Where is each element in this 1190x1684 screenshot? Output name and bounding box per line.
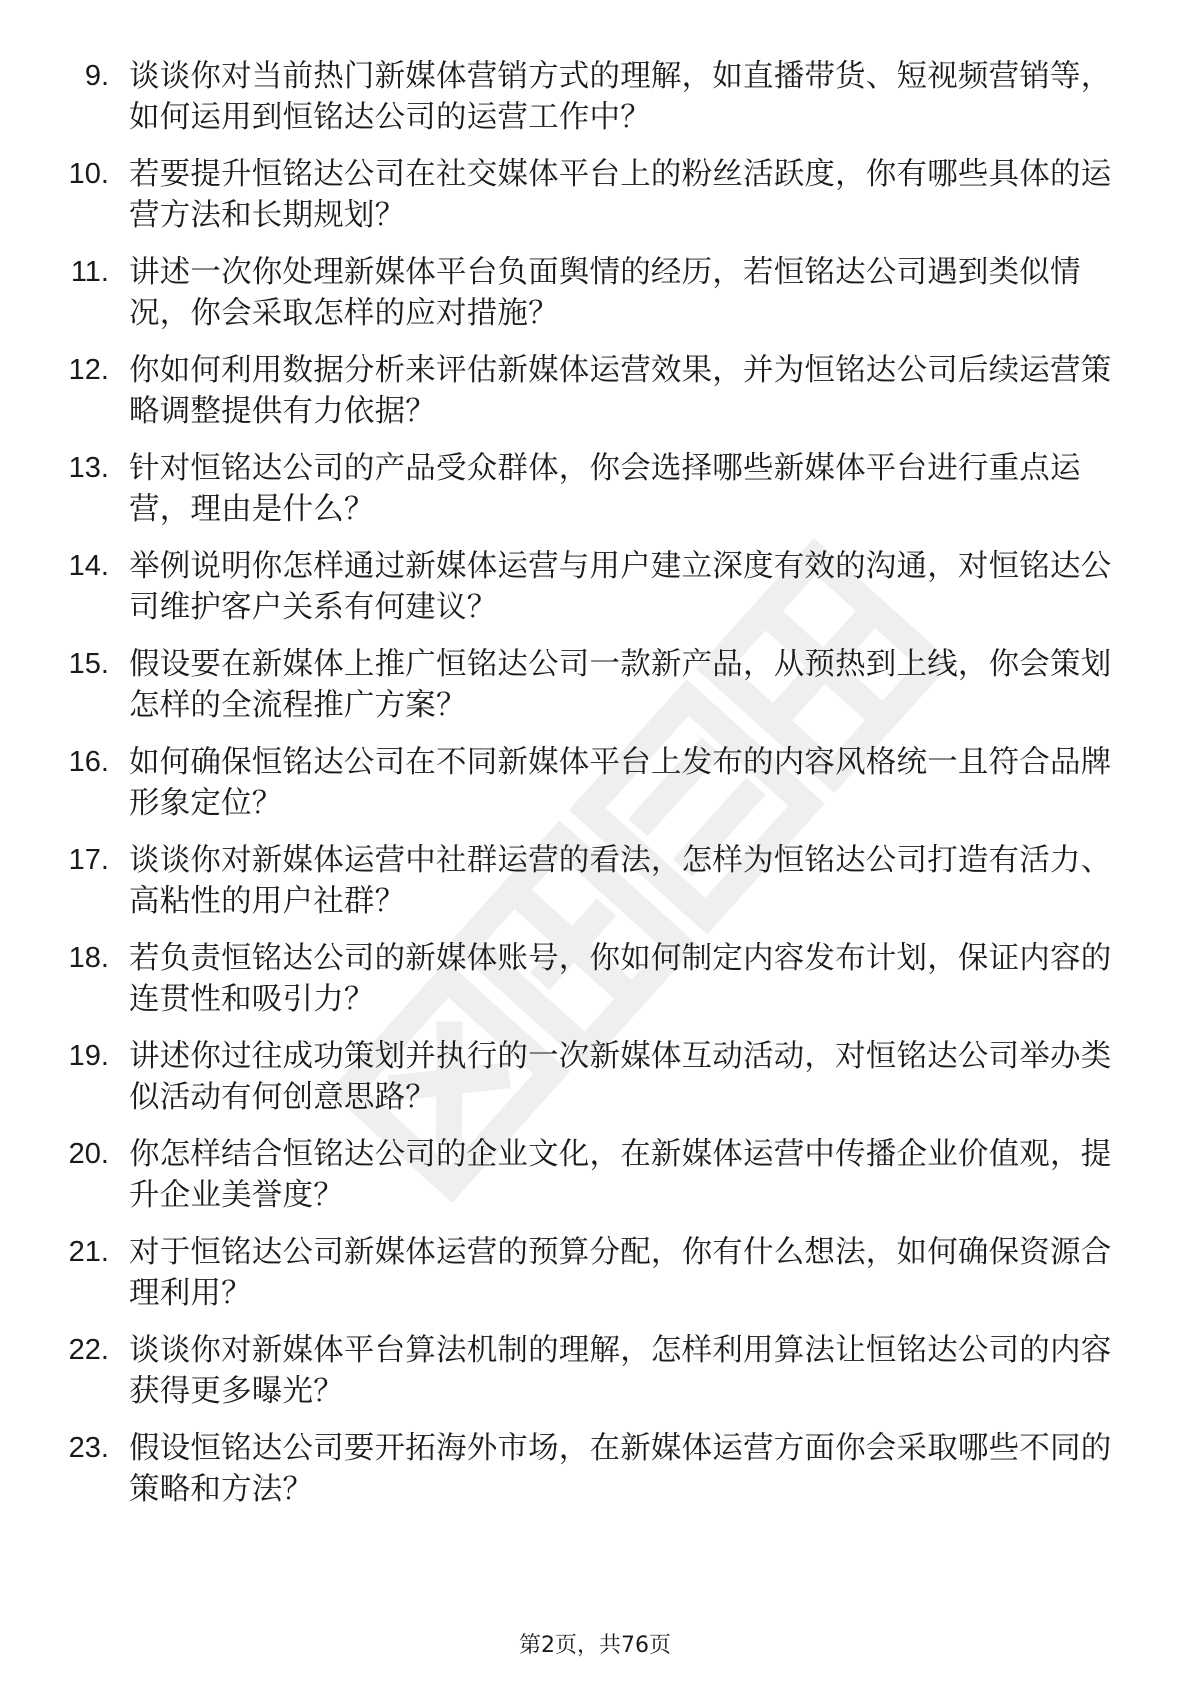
- question-text: 如何确保恒铭达公司在不同新媒体平台上发布的内容风格统一且符合品牌形象定位？: [129, 745, 1112, 821]
- list-item: [0, 1224, 1190, 1322]
- question-number: 13.: [68, 452, 109, 484]
- question-number: 15.: [68, 648, 109, 680]
- list-item: [0, 1028, 1190, 1126]
- question-number: 14.: [68, 550, 109, 582]
- question-text: 对于恒铭达公司新媒体运营的预算分配，你有什么想法，如何确保资源合理利用？: [129, 1235, 1112, 1311]
- list-item: [0, 832, 1190, 930]
- question-text: 假设恒铭达公司要开拓海外市场，在新媒体运营方面你会采取哪些不同的策略和方法？: [129, 1431, 1112, 1507]
- question-text: 谈谈你对当前热门新媒体营销方式的理解，如直播带货、短视频营销等，如何运用到恒铭达公司的运营工作中？: [129, 59, 1112, 135]
- page-footer: 第2页，共76页: [519, 1633, 671, 1658]
- question-number: 17.: [68, 844, 109, 876]
- question-text: 举例说明你怎样通过新媒体运营与用户建立深度有效的沟通，对恒铭达公司维护客户关系有何建议？: [129, 549, 1112, 625]
- question-number: 11.: [70, 256, 109, 288]
- question-number: 19.: [68, 1040, 109, 1072]
- list-item: [0, 342, 1190, 440]
- question-text: 讲述你过往成功策划并执行的一次新媒体互动活动，对恒铭达公司举办类似活动有何创意思路？: [129, 1039, 1112, 1115]
- question-number: 16.: [68, 746, 109, 778]
- list-item: [0, 538, 1190, 636]
- question-text: 讲述一次你处理新媒体平台负面舆情的经历，若恒铭达公司遇到类似情况，你会采取怎样的应对措施？: [129, 255, 1081, 331]
- list-item: [0, 440, 1190, 538]
- question-text: 若负责恒铭达公司的新媒体账号，你如何制定内容发布计划，保证内容的连贯性和吸引力？: [129, 941, 1112, 1017]
- question-text: 针对恒铭达公司的产品受众群体，你会选择哪些新媒体平台进行重点运营，理由是什么？: [129, 451, 1081, 527]
- list-item: [0, 146, 1190, 244]
- list-item: [0, 1322, 1190, 1420]
- question-number: 22.: [68, 1334, 109, 1366]
- question-number: 10.: [68, 158, 109, 190]
- question-text: 你怎样结合恒铭达公司的企业文化，在新媒体运营中传播企业价值观，提升企业美誉度？: [129, 1137, 1112, 1213]
- list-item: [0, 1420, 1190, 1518]
- question-number: 23.: [68, 1432, 109, 1464]
- question-list: [0, 48, 1190, 1518]
- list-item: [0, 636, 1190, 734]
- question-number: 20.: [68, 1138, 109, 1170]
- question-number: 12.: [68, 354, 109, 386]
- question-text: 谈谈你对新媒体运营中社群运营的看法，怎样为恒铭达公司打造有活力、高粘性的用户社群？: [129, 843, 1112, 919]
- list-item: [0, 734, 1190, 832]
- list-item: [0, 1126, 1190, 1224]
- question-text: 谈谈你对新媒体平台算法机制的理解，怎样利用算法让恒铭达公司的内容获得更多曝光？: [129, 1333, 1112, 1409]
- question-text: 若要提升恒铭达公司在社交媒体平台上的粉丝活跃度，你有哪些具体的运营方法和长期规划？: [129, 157, 1112, 233]
- question-number: 9.: [84, 60, 109, 92]
- list-item: [0, 48, 1190, 146]
- question-number: 21.: [68, 1236, 109, 1268]
- list-item: [0, 244, 1190, 342]
- question-text: 假设要在新媒体上推广恒铭达公司一款新产品，从预热到上线，你会策划怎样的全流程推广方案？: [129, 647, 1112, 723]
- question-number: 18.: [68, 942, 109, 974]
- question-text: 你如何利用数据分析来评估新媒体运营效果，并为恒铭达公司后续运营策略调整提供有力依据？: [129, 353, 1112, 429]
- list-item: [0, 930, 1190, 1028]
